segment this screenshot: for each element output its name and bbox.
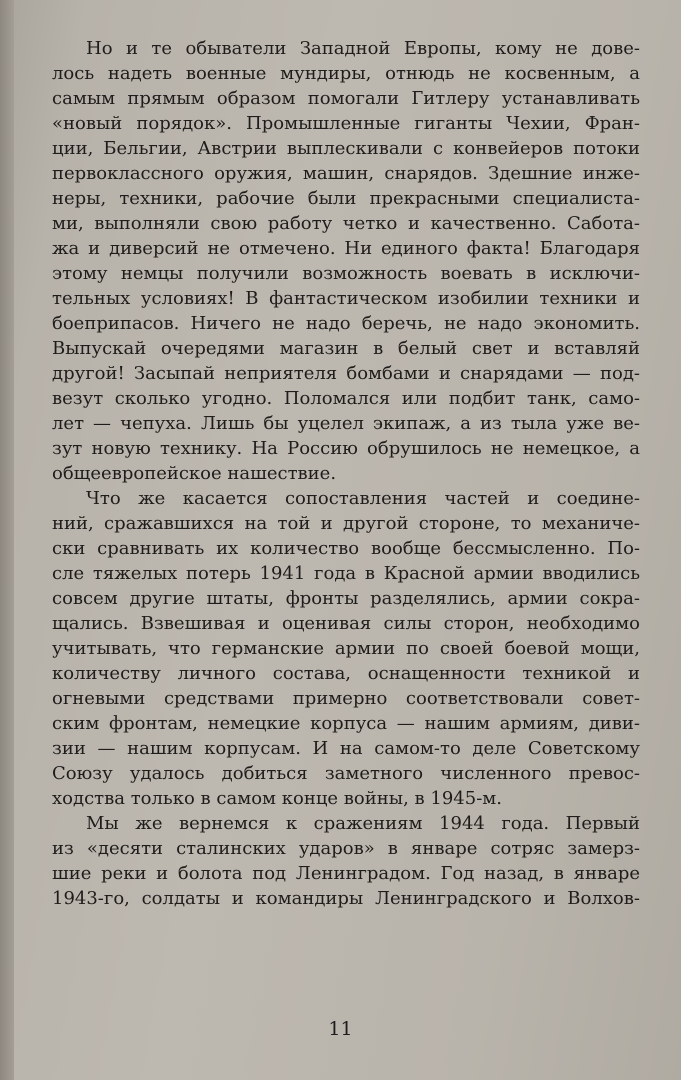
text-line: неры, техники, рабочие были прекрасными специалиста- [52, 188, 640, 209]
text-line: ний, сражавшихся на той и другой стороне, то механиче- [52, 513, 640, 534]
text-line: боеприпасов. Ничего не надо беречь, не надо экономить. [52, 313, 640, 334]
text-line: этому немцы получили возможность воевать в исключи- [52, 263, 640, 284]
text-line: жа и диверсий не отмечено. Ни единого факта! Благодаря [52, 238, 640, 259]
text-line: 1943-го, солдаты и командиры Ленинградского и Волхов- [52, 888, 640, 909]
text-line: учитывать, что германские армии по своей боевой мощи, [52, 638, 640, 659]
text-line: Что же касается сопоставления частей и соедине- [86, 488, 640, 509]
page-body [52, 36, 640, 911]
text-line: самым прямым образом помогали Гитлеру устанавливать [52, 88, 640, 109]
text-line: тельных условиях! В фантастическом изобилии техники и [52, 288, 640, 309]
text-line: шие реки и болота под Ленинградом. Год назад, в январе [52, 863, 640, 884]
text-line: «новый порядок». Промышленные гиганты Чехии, Фран- [52, 113, 640, 134]
book-spine-shadow [0, 0, 14, 1080]
text-line: количеству личного состава, оснащенности техникой и [52, 663, 640, 684]
text-line: везут сколько угодно. Поломался или подбит танк, само- [52, 388, 640, 409]
text-line: щались. Взвешивая и оценивая силы сторон, необходимо [52, 613, 640, 634]
text-line: лет — чепуха. Лишь бы уцелел экипаж, а из тыла уже ве- [52, 413, 640, 434]
text-line: ми, выполняли свою работу четко и качественно. Саботa- [52, 213, 640, 234]
text-line: ски сравнивать их количество вообще бессмысленно. По- [52, 538, 640, 559]
paragraph-3 [52, 811, 640, 911]
text-line: Мы же вернемся к сражениям 1944 года. Первый [86, 813, 640, 834]
text-line: первоклассного оружия, машин, снарядов. Здешние инже- [52, 163, 640, 184]
text-line: огневыми средствами примерно соответствовали совет- [52, 688, 640, 709]
text-line: из «десяти сталинских ударов» в январе сотряс замерз- [52, 838, 640, 859]
text-line: совсем другие штаты, фронты разделялись, армии сокра- [52, 588, 640, 609]
text-line: зут новую технику. На Россию обрушилось не немецкое, а [52, 438, 640, 459]
text-line: другой! Засыпай неприятеля бомбами и снарядами — под- [52, 363, 640, 384]
text-line: ции, Бельгии, Австрии выплескивали с конвейеров потоки [52, 138, 640, 159]
text-line: ходства только в самом конце войны, в 1945-м. [52, 788, 502, 809]
text-line: сле тяжелых потерь 1941 года в Красной армии вводились [52, 563, 640, 584]
text-line: Но и те обыватели Западной Европы, кому не дове- [86, 38, 640, 59]
paragraph-1 [52, 36, 640, 486]
text-line: ским фронтам, немецкие корпуса — нашим армиям, диви- [52, 713, 640, 734]
text-line: зии — нашим корпусам. И на самом-то деле Советскому [52, 738, 640, 759]
text-line: Выпускай очередями магазин в белый свет и вставляй [52, 338, 640, 359]
text-line: общеевропейское нашествие. [52, 463, 337, 484]
text-line: лось надеть военные мундиры, отнюдь не косвенным, а [52, 63, 640, 84]
paragraph-2 [52, 486, 640, 811]
page-number: 11 [328, 1018, 353, 1040]
text-line: Союзу удалось добиться заметного численного превос- [52, 763, 640, 784]
